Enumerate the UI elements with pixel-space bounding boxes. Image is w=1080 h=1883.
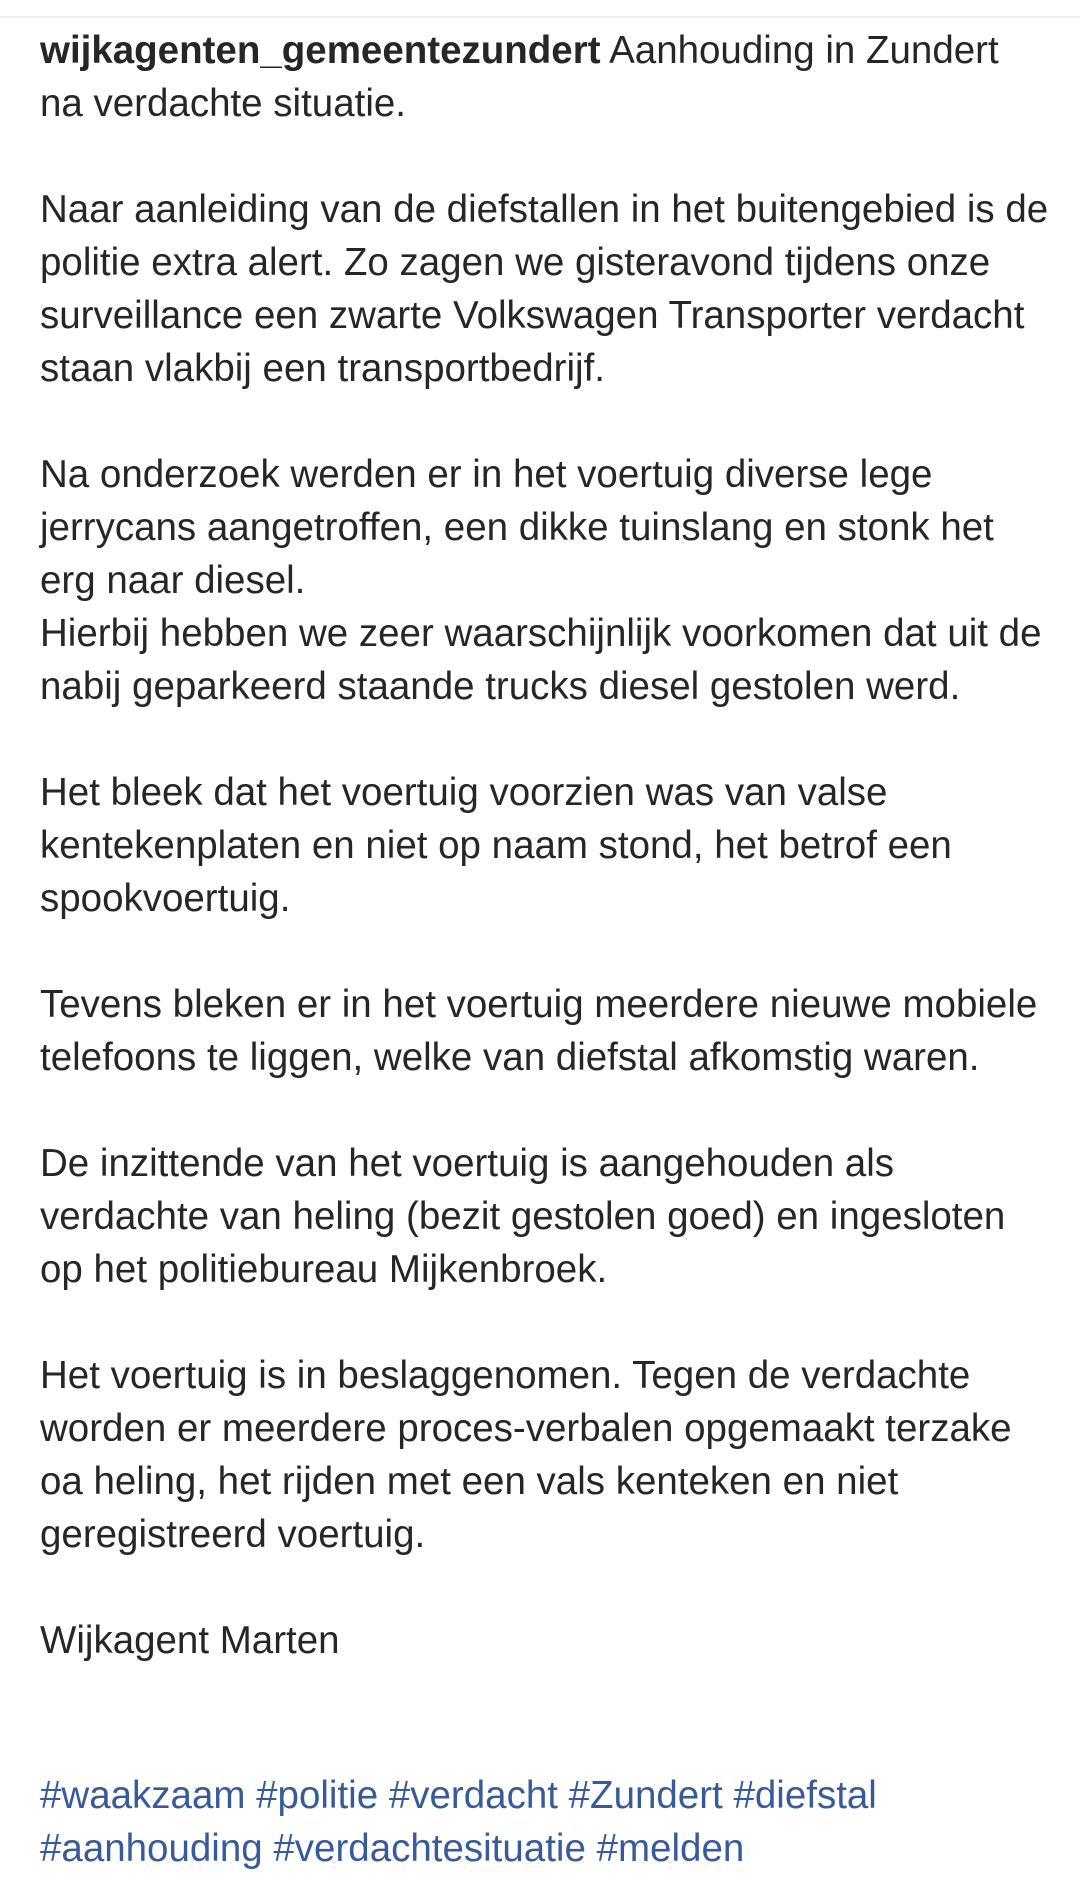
post-title: Aanhouding in Zundert na verdachte situatie. bbox=[40, 29, 999, 125]
caption-paragraph-2: Na onderzoek werden er in het voertuig diverse lege jerrycans aangetroffen, een dikke tuinslang en stonk het erg naar diesel. bbox=[40, 453, 994, 602]
caption-paragraph-7: Het voertuig is in beslaggenomen. Tegen de verdachte worden er meerdere proces-verbalen opgemaakt terzake oa heling, het rijden met een vals kenteken en niet geregistreerd voertuig. bbox=[40, 1354, 1012, 1556]
post-caption bbox=[40, 24, 1050, 1720]
caption-paragraph-6: De inzittende van het voertuig is aangehouden als verdachte van heling (bezit gestolen goed) en ingesloten op het politiebureau Mijkenbroek. bbox=[40, 1142, 1006, 1291]
hashtag-link[interactable]: #verdacht bbox=[388, 1774, 558, 1817]
hashtag-link[interactable]: #Zundert bbox=[568, 1774, 723, 1817]
hashtag-link[interactable]: #diefstal bbox=[733, 1774, 877, 1817]
hashtag-link[interactable]: #verdachtesituatie bbox=[273, 1827, 586, 1870]
hashtag-link[interactable]: #waakzaam bbox=[40, 1774, 246, 1817]
caption-paragraph-5: Tevens bleken er in het voertuig meerdere nieuwe mobiele telefoons te liggen, welke van diefstal afkomstig waren. bbox=[40, 983, 1038, 1079]
hashtag-link[interactable]: #melden bbox=[596, 1827, 745, 1870]
caption-paragraph-3: Hierbij hebben we zeer waarschijnlijk voorkomen dat uit de nabij geparkeerd staande trucks diesel gestolen werd. bbox=[40, 612, 1042, 708]
hashtag-link[interactable]: #aanhouding bbox=[40, 1827, 263, 1870]
top-divider bbox=[0, 16, 1080, 18]
hashtag-list bbox=[40, 1769, 1050, 1875]
caption-paragraph-1: Naar aanleiding van de diefstallen in het buitengebied is de politie extra alert. Zo zagen we gisteravond tijdens onze surveillance een zwarte Volkswagen Transporter verdacht staan vlakbij een transportbedrijf. bbox=[40, 188, 1049, 390]
username-link[interactable]: wijkagenten_gemeentezundert bbox=[40, 29, 601, 72]
hashtag-link[interactable]: #politie bbox=[256, 1774, 379, 1817]
caption-header bbox=[40, 24, 1050, 130]
caption-paragraph-4: Het bleek dat het voertuig voorzien was van valse kentekenplaten en niet op naam stond, het betrof een spookvoertuig. bbox=[40, 771, 952, 920]
caption-signature: Wijkagent Marten bbox=[40, 1619, 340, 1662]
